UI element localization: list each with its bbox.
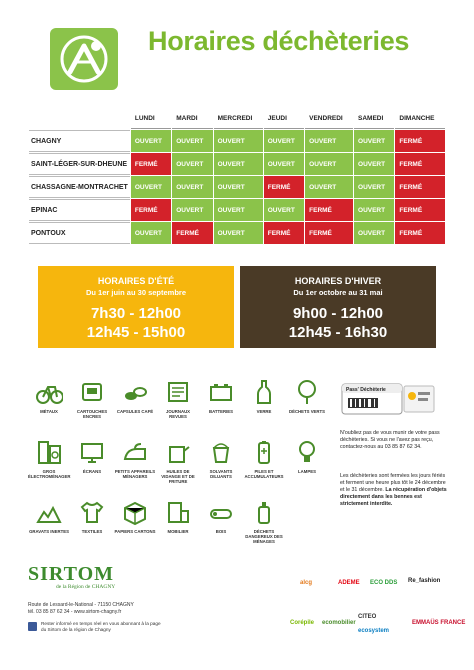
waste-label: MOBILIER bbox=[167, 529, 189, 534]
waste-item bbox=[114, 438, 156, 479]
contact[interactable]: tél. 03 85 87 62 34 - www.sirtom-chagny.fr bbox=[28, 609, 122, 615]
newspaper-icon bbox=[164, 378, 192, 406]
status-open: OUVERT bbox=[131, 130, 171, 152]
day-header-5: SAMEDI bbox=[354, 109, 394, 129]
pass-card-label: Pass' Déchèterie bbox=[346, 387, 386, 393]
status-open: OUVERT bbox=[214, 153, 263, 175]
status-open: OUVERT bbox=[354, 153, 394, 175]
waste-label: DÉCHETS VERTS bbox=[288, 409, 326, 414]
screen-icon bbox=[78, 438, 106, 466]
waste-label: CAPSULES CAFÉ bbox=[116, 409, 154, 414]
paint-bucket-icon bbox=[207, 438, 235, 466]
status-open: OUVERT bbox=[354, 222, 394, 244]
status-closed: FERMÉ bbox=[264, 176, 304, 198]
status-closed: FERMÉ bbox=[131, 199, 171, 221]
site-name: CHAGNY bbox=[29, 130, 130, 152]
waste-item bbox=[200, 438, 242, 479]
status-open: OUVERT bbox=[305, 153, 353, 175]
lamp-icon bbox=[293, 438, 321, 466]
waste-item bbox=[71, 438, 113, 474]
status-open: OUVERT bbox=[131, 222, 171, 244]
status-open: OUVERT bbox=[354, 130, 394, 152]
table-row bbox=[29, 176, 445, 198]
status-closed: FERMÉ bbox=[395, 199, 445, 221]
summer-hours-box bbox=[38, 266, 234, 348]
partner-logo: Corépile bbox=[290, 620, 315, 626]
winter-title: HORAIRES D'HIVER bbox=[294, 276, 382, 286]
waste-item bbox=[28, 378, 70, 414]
status-closed: FERMÉ bbox=[131, 153, 171, 175]
ink-cartridge-icon bbox=[78, 378, 106, 406]
waste-item bbox=[28, 498, 70, 534]
cardboard-icon bbox=[121, 498, 149, 526]
partner-logo: ADEME bbox=[338, 580, 360, 586]
summer-title: HORAIRES D'ÉTÉ bbox=[97, 276, 175, 286]
summer-afternoon: 12h45 - 15h00 bbox=[86, 324, 186, 341]
pass-card-image bbox=[340, 382, 436, 416]
pass-reminder: N'oubliez pas de vous munir de votre pass déchèteries. Si vous ne l'avez pas reçu, contactez-nous au 03 85 87 62 34. bbox=[340, 430, 440, 450]
closure-notice bbox=[340, 473, 448, 508]
partner-logo: ecosystem bbox=[358, 628, 390, 634]
status-open: OUVERT bbox=[131, 176, 171, 198]
status-open: OUVERT bbox=[264, 130, 304, 152]
waste-label: PETITS APPAREILS MÉNAGERS bbox=[114, 469, 156, 480]
status-closed: FERMÉ bbox=[305, 199, 353, 221]
schedule-table bbox=[28, 108, 446, 245]
schedule-corner bbox=[29, 109, 130, 129]
table-row bbox=[29, 199, 445, 221]
wood-icon bbox=[207, 498, 235, 526]
status-closed: FERMÉ bbox=[395, 222, 445, 244]
org-name: SIRTOM bbox=[28, 563, 115, 585]
recovery-warning: La récupération d'objets directement dans les bennes est strictement interdite. bbox=[340, 487, 447, 507]
partner-logo: EMMAÜS FRANCE bbox=[412, 620, 466, 626]
status-open: OUVERT bbox=[264, 199, 304, 221]
address-block bbox=[28, 602, 134, 616]
waste-item bbox=[243, 378, 285, 414]
winter-afternoon: 12h45 - 16h30 bbox=[288, 324, 388, 341]
waste-label: VERRE bbox=[256, 409, 272, 414]
status-open: OUVERT bbox=[214, 176, 263, 198]
waste-label: BATTERIES bbox=[208, 409, 234, 414]
day-header-1: MARDI bbox=[172, 109, 212, 129]
waste-item bbox=[114, 378, 156, 414]
waste-label: PAPIERS CARTONS bbox=[114, 529, 156, 534]
status-open: OUVERT bbox=[214, 199, 263, 221]
partner-logo: ecomobilier bbox=[322, 620, 356, 626]
tree-icon bbox=[293, 378, 321, 406]
waste-item bbox=[200, 498, 242, 534]
waste-item bbox=[200, 378, 242, 414]
status-open: OUVERT bbox=[172, 176, 212, 198]
site-name: EPINAC bbox=[29, 199, 130, 221]
waste-label: CARTOUCHES ENCRES bbox=[76, 409, 108, 420]
day-header-0: LUNDI bbox=[131, 109, 171, 129]
page-title: Horaires déchèteries bbox=[148, 26, 410, 56]
summer-dates: Du 1er juin au 30 septembre bbox=[85, 288, 187, 297]
waste-item bbox=[71, 498, 113, 534]
recycle-hands-icon bbox=[50, 28, 118, 90]
table-row bbox=[29, 222, 445, 244]
winter-dates: Du 1er octobre au 31 mai bbox=[293, 288, 383, 297]
address: Route de Lessard-le-National - 71150 CHAGNY bbox=[28, 602, 134, 608]
facebook-text: Rester informé en temps réel en vous abonnant à la page du Sirtom de la région de Chagny bbox=[41, 621, 161, 632]
status-closed: FERMÉ bbox=[395, 176, 445, 198]
schedule-header-row bbox=[29, 109, 445, 129]
coffee-capsule-icon bbox=[121, 378, 149, 406]
status-open: OUVERT bbox=[172, 130, 212, 152]
waste-label: ÉCRANS bbox=[82, 469, 102, 474]
day-header-2: MERCREDI bbox=[214, 109, 263, 129]
waste-label: TEXTILES bbox=[81, 529, 103, 534]
waste-label: BOIS bbox=[215, 529, 227, 534]
waste-item bbox=[28, 438, 70, 479]
status-open: OUVERT bbox=[264, 153, 304, 175]
waste-label: MÉTAUX bbox=[40, 409, 58, 414]
status-open: OUVERT bbox=[305, 176, 353, 198]
status-closed: FERMÉ bbox=[264, 222, 304, 244]
status-open: OUVERT bbox=[214, 130, 263, 152]
day-header-3: JEUDI bbox=[264, 109, 304, 129]
oil-can-icon bbox=[164, 438, 192, 466]
day-header-6: DIMANCHE bbox=[395, 109, 445, 129]
tshirt-icon bbox=[78, 498, 106, 526]
table-row bbox=[29, 130, 445, 152]
waste-label: GRAVATS INERTES bbox=[29, 529, 69, 534]
iron-icon bbox=[121, 438, 149, 466]
org-subtitle: de la Région de CHAGNY bbox=[56, 584, 116, 590]
waste-label: JOURNAUX REVUES bbox=[165, 409, 191, 420]
cell-battery-icon bbox=[250, 438, 278, 466]
waste-label: DÉCHETS DANGEREUX DES MÉNAGES bbox=[245, 529, 283, 545]
status-open: OUVERT bbox=[214, 222, 263, 244]
waste-item bbox=[286, 378, 328, 414]
waste-label: GROS ÉLECTROMÉNAGER bbox=[28, 469, 71, 480]
status-closed: FERMÉ bbox=[395, 130, 445, 152]
bicycle-icon bbox=[35, 378, 63, 406]
waste-label: HUILES DE VIDANGE ET DE FRITURE bbox=[161, 469, 195, 485]
closure-text: Les déchèteries sont fermées les jours fériés et ferment une heure plus tôt le 24 décembre et le 31 décembre. bbox=[340, 473, 446, 493]
waste-label: PILES ET ACCUMULATEURS bbox=[244, 469, 284, 480]
site-name: PONTOUX bbox=[29, 222, 130, 244]
partner-logo: ECO DDS bbox=[370, 580, 398, 586]
day-header-4: VENDREDI bbox=[305, 109, 353, 129]
partner-logo: CITEO bbox=[358, 614, 377, 620]
sirtom-logo bbox=[50, 28, 118, 90]
battery-icon bbox=[207, 378, 235, 406]
partner-logo: alcg bbox=[300, 580, 313, 586]
waste-item bbox=[71, 378, 113, 419]
bottle-icon bbox=[250, 378, 278, 406]
waste-item bbox=[286, 438, 328, 474]
winter-morning: 9h00 - 12h00 bbox=[292, 305, 384, 322]
rubble-icon bbox=[35, 498, 63, 526]
site-name: SAINT-LÉGER-SUR-DHEUNE bbox=[29, 153, 130, 175]
summer-morning: 7h30 - 12h00 bbox=[90, 305, 182, 322]
status-open: OUVERT bbox=[305, 130, 353, 152]
status-open: OUVERT bbox=[354, 199, 394, 221]
status-closed: FERMÉ bbox=[395, 153, 445, 175]
status-closed: FERMÉ bbox=[172, 222, 212, 244]
partner-logo: Re_fashion bbox=[408, 578, 441, 584]
appliance-icon bbox=[35, 438, 63, 466]
waste-item bbox=[157, 378, 199, 419]
status-closed: FERMÉ bbox=[305, 222, 353, 244]
status-open: OUVERT bbox=[172, 153, 212, 175]
waste-item bbox=[157, 498, 199, 534]
status-open: OUVERT bbox=[354, 176, 394, 198]
spray-icon bbox=[250, 498, 278, 526]
waste-item bbox=[243, 438, 285, 479]
waste-item bbox=[157, 438, 199, 485]
furniture-icon bbox=[164, 498, 192, 526]
waste-label: SOLVANTS DILUANTS bbox=[209, 469, 233, 480]
facebook-icon[interactable] bbox=[28, 622, 37, 631]
winter-hours-box bbox=[240, 266, 436, 348]
status-open: OUVERT bbox=[172, 199, 212, 221]
waste-item bbox=[243, 498, 285, 545]
table-row bbox=[29, 153, 445, 175]
waste-item bbox=[114, 498, 156, 534]
site-name: CHASSAGNE-MONTRACHET bbox=[29, 176, 130, 198]
waste-label: LAMPES bbox=[298, 469, 316, 474]
sirtom-brand bbox=[28, 563, 115, 590]
